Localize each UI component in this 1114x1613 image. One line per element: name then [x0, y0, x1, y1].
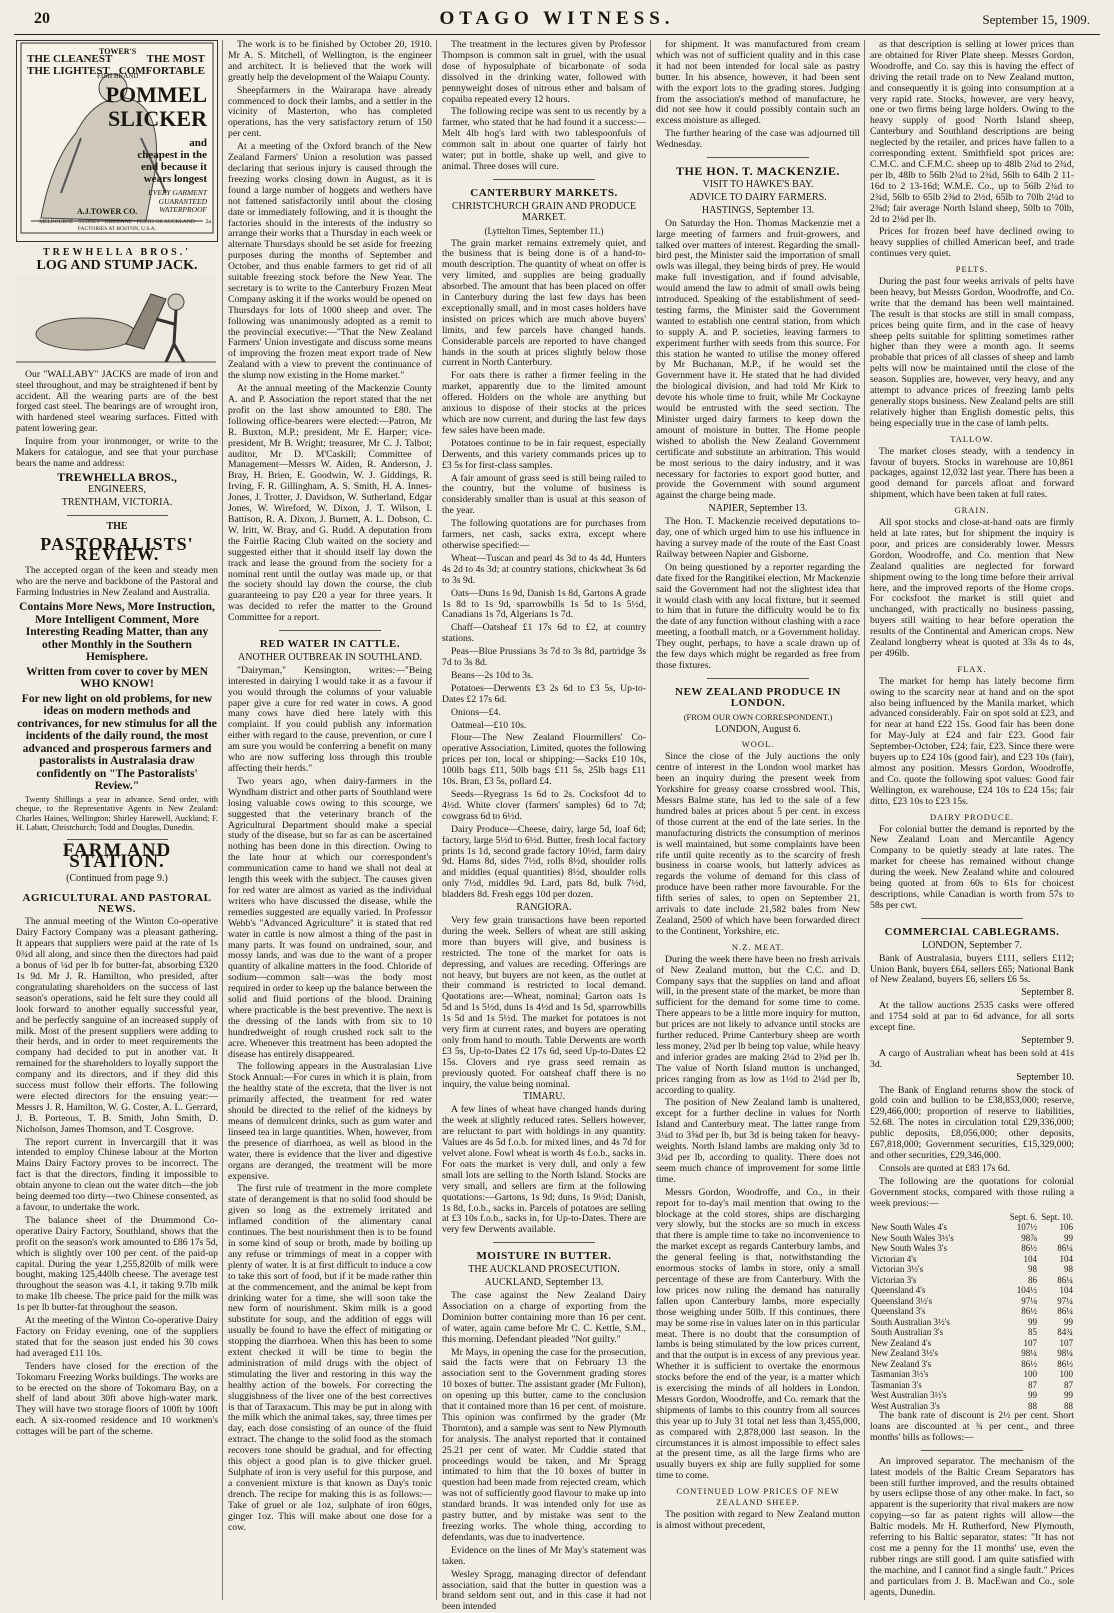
article-paragraph: The following appears in the Australasian Live Stock Annual:—For cures in which it is plain, from the healthy state of the excreta, that the liver is not primarily affected, the treatment for red water should be directed to the relief of the kidneys by means of demulcent drinks, such as gum water and linseed tea in large quantities. When, however, from the presence of diarrhoea, as well as blood in the water, there is evidence that the liver and digestive organs are deranged, the treatment will be more expensive.	[228, 1061, 432, 1182]
column-1	[16, 40, 218, 1600]
slicker-text-cheapest: cheapest in the	[137, 149, 207, 161]
cable-p1: Bank of Australasia, buyers £111, sellers £112; Union Bank, buyers £64, sellers £65; National Bank of New Zealand, buyers £6, sellers £6 5s.	[870, 952, 1074, 986]
table-row	[870, 1359, 1074, 1370]
table-row	[870, 1369, 1074, 1380]
column-5	[870, 40, 1074, 1600]
divider	[921, 1450, 1023, 1451]
stock-name-cell: Queensland 3½'s	[871, 1295, 933, 1306]
stock-price-cell: 85	[1028, 1327, 1037, 1338]
slicker-factory: FACTORIES AT BOSTON, U.S.A.	[77, 226, 157, 232]
column-rule	[650, 40, 651, 1600]
stock-name-cell: Victorian 3½'s	[871, 1264, 924, 1275]
stock-price-cell: 104	[1023, 1253, 1037, 1264]
article-paragraph: Dairy Produce—Cheese, dairy, large 5d, loaf 6d; factory, large 5½d to 6½d. Butter, fresh local factory prints 1s 1d, second grade factory 10½d, farm dairy 9d. Hams 8d, sides 7½d, rolls 8½d, shoulder rolls and middles (equal quantities) 8½d, shoulder rolls only 7½d, middles 9d. Lard, pats 8d, bulk 7½d, bladders 8d. Fresh eggs 10d per dozen.	[442, 823, 646, 901]
stock-name-cell: Queensland 4's	[871, 1285, 926, 1296]
divider	[921, 918, 1023, 919]
article-paragraph: The case against the New Zealand Dairy Association on a charge of exporting from the Dominion butter containing more than 16 per cent. of water, again came before Mr C. C. Kettle, S.M., this morning. Defendant pleaded "Not guilty."	[442, 1289, 646, 1345]
stock-price-cell: 98⅞	[1021, 1232, 1037, 1243]
slicker-name-pommel: POMMEL	[105, 82, 207, 107]
table-row	[870, 1296, 1074, 1307]
farm-station-title: FARM AND STATION.	[62, 839, 172, 872]
stock-price-cell: 99	[1028, 1390, 1037, 1401]
tallow-label: TALLOW.	[950, 433, 994, 444]
moisture-body	[442, 1291, 646, 1613]
article-paragraph: The report current in Invercargill that it was intended to employ Chinese labour at the Morton Mains Dairy Factory proves to be incorrect. The fact is that the directors, finding it impossible to obtain anyone to clean out the water ditch—the job being deemed too dirty—two Chinese consented, as a favour, to undertake the work.	[16, 1136, 218, 1213]
article-paragraph: On being questioned by a reporter regarding the date fixed for the Rangitikei election, Mr Mackenzie said the Government had not the slightest idea that it would clash with any local fixture, but it seemed to him that in future the difficulty would be to fix the date of any function without clashing with a race meeting, a football match, or a Government holiday. They ought, perhaps, to have a scale drawn up of the few days which might be regarded as free from those fixtures.	[656, 561, 860, 671]
stock-price-cell: 86¼	[1057, 1274, 1073, 1285]
article-paragraph: Potatoes—Derwents £3 2s 6d to £3 5s, Up-to-Dates £2 17s 6d.	[442, 682, 646, 705]
article-paragraph: The Hon. T. Mackenzie received deputations to-day, one of which urged him to use his influence in having a survey made of the route of the East Coast Railway between Napier and Gisborne.	[656, 516, 860, 560]
article-paragraph: The first rule of treatment in the more complete state of derangement is that no solid food should be given so long as the extremely irritated and inflamed condition of the alimentary canal continues. The best nourishment then is to be found in some kind of soup or broth, made by boiling up any refuse or trimmings of meat in a copper with plenty of water. It is at first difficult to induce a cow to take this sort of food, but if it be made rather thin at the commencement, and the animal be kept from drinking water for a time, she will soon take the new form of nourishment. Skim milk is a good substitute for soup, and the addition of eggs will usually be found to have the effect of mitigating or stopping the diarrhoea. When this has been to some extent checked it will be time to begin the administration of mild drugs with the object of stimulating the liver and restoring in this way the healthy action of the bowels. For correcting the sluggishness of the liver one of the best correctives is that of Taraxacum. This may be put in along with the milk which the animal takes, say, three times per day, each dose consisting of an ounce of the fluid extract. The change to the solid food as the stomach recovers tone should be gradual, and for effecting this object a good plan is to give thicker gruel. Sulphate of iron is very useful for this purpose, and a convenient mixture is that known as Day's tonic drench. The recipe for making this is as follows:—Take of gruel or ale 1oz, sulphate of iron 60grs, ginger 1oz. This will make about one dose for a cow.	[228, 1183, 432, 1533]
stock-price-cell: 106	[1059, 1222, 1073, 1233]
stock-price-cell: 100	[1059, 1369, 1073, 1380]
stock-price-cell: 99	[1064, 1316, 1073, 1327]
article-paragraph: At a meeting of the Oxford branch of the New Zealand Farmers' Union a resolution was passed declaring that serious injury is caused through the freezing works closing down in August, as it is found a large number of hoggets and wethers have not fattened satisfactorily until about the closing date or immediately following, and it is thought the factories should in the interests of the industry so arrange their works that a Thursday in each week or alternate Thursdays should be set aside for freezing purposes during the months of September and October, and thus enable farmers to get rid of all suitable freezing stock before the New Year. The secretary is to write to the Canterbury Frozen Meat Company asking it if the works would be opened on Thursdays for lots of 1000 sheep and over. The following was unanimously adopted as a remit to the provincial executive:—"That the New Zealand Farmers' Union investigate and discuss some means of improving the frozen meat export trade of New Zealand with a view to prevent the continuance of the slump now existing in the Home market."	[228, 141, 432, 382]
pastoralists-review-advert	[16, 522, 218, 833]
stock-price-cell: 98	[1064, 1264, 1073, 1275]
divider	[67, 515, 168, 516]
stock-price-cell: 86½	[1021, 1306, 1037, 1317]
farm-news-continued	[228, 40, 432, 624]
table-header-cell: Sept. 10.	[1041, 1211, 1073, 1222]
stock-name-cell: South Australian 3's	[871, 1327, 944, 1338]
table-row	[870, 1380, 1074, 1391]
table-row	[870, 1306, 1074, 1317]
masthead	[14, 6, 1100, 35]
review-p1: Contains More News, More Instruction, More Intelligent Comment, More Interesting Reading Matter, than any other Monthly in the Southern Hemisphere.	[19, 601, 215, 664]
grain-body: All spot stocks and close-at-hand oats are firmly held at late rates, but for shipment the inquiry is poor, and prices are considerably lower. Messrs Gordon, Woodroffe, and Co. mention that New Zealand qualities are neglected for forward shipment owing to the long time before their arrival here, and the improved reports of the Home crops. For cocksfoot the market is still quiet and unchanged, with practically no business passing, buyers still waiting to hear before operation the results of the Continental and American crops. New Zealand longberry wheat is quoted at 33s 4s to 4s, per 496lb.	[870, 517, 1074, 659]
low-prices-label: CONTINUED LOW PRICES OF NEW ZEALAND SHEEP.	[676, 1486, 840, 1508]
red-water-heading: RED WATER IN CATTLE.	[259, 638, 401, 651]
meat-body	[656, 955, 860, 1483]
pelts-body: During the past four weeks arrivals of pelts have been heavy, but Messrs Gordon, Woodroffe, and Co. write that the demand has been well maintained. The result is that stocks are still in small compass, prices being quite firm, and in the case of heavy sheep pelts suitable for splitting sometimes rather higher than they were a month ago. It seems probable that prices of all classes of sheep and lamb pelts will now be maintained until the close of the season. Supplies are, however, very heavy, and any attempt to advance prices of freezing lamb pelts generally stops business. New Zealand pelts are still relatively higher than English domestic pelts, this being especially true in the case of lamb pelts.	[870, 276, 1074, 429]
christchurch-subheading: CHRISTCHURCH GRAIN AND PRODUCE MARKET.	[451, 200, 637, 223]
article-paragraph: Chaff—Oatsheaf £1 17s 6d to £2, at country stations.	[442, 622, 646, 645]
mackenzie-sub1: VISIT TO HAWKE'S BAY.	[702, 178, 814, 190]
moisture-dateline: AUCKLAND, September 13.	[484, 1277, 604, 1289]
trewhella-advert	[16, 248, 218, 509]
stock-price-cell: 98	[1028, 1264, 1037, 1275]
stock-price-cell: 98¼	[1057, 1348, 1073, 1359]
stock-price-cell: 107	[1059, 1337, 1073, 1348]
stock-name-cell: New Zealand 4's	[871, 1337, 932, 1348]
stock-price-cell: 87	[1028, 1379, 1037, 1390]
stock-price-cell: 86½	[1057, 1358, 1073, 1369]
table-row	[870, 1243, 1074, 1254]
article-paragraph: The following recipe was sent to us recently by a farmer, who stated that he had found it a success:—Melt 4lb hog's lard with two tablespoonfuls of common salt in about one quarter of fairly hot water; put in bottle, shake up well, and give to animal. Three doses will cure.	[442, 106, 646, 172]
divider	[707, 157, 809, 158]
divider	[493, 179, 595, 180]
article-paragraph: "Dairyman," Kensington, writes:—"Being interested in dairying I would take it as a favour if you would through the columns of your valuable paper give a cure for red water in cows. A good many cows have died here lately with this complaint. If you could publish any information either with regard to the cause, prevention, or cure I am sure you would be conferring a benefit on many who are now suffering loss through this trouble affecting their herds."	[228, 664, 432, 774]
table-header-cell: Sept. 6.	[1009, 1211, 1037, 1222]
table-row	[870, 1285, 1074, 1296]
slicker-text-wears: wears longest	[143, 173, 207, 185]
article-paragraph: The position of New Zealand lamb is unaltered, except for a further decline in values for North Island and Canterbury meat. The latter range from 3¼d to 3⅝d per lb, but 3d is being taken for heavy-weights. North Island lambs are making only 3d to 3¼d per lb, according to quality. There does not seem much chance of improvement for some little time.	[656, 1097, 860, 1185]
canterbury-markets-heading: CANTERBURY MARKETS.	[470, 186, 618, 199]
divider	[707, 678, 809, 679]
stock-price-cell: 99	[1064, 1390, 1073, 1401]
cable-p6: The following are the quotations for colonial Government stocks, compared with those ruling a week previous:—	[870, 1175, 1074, 1209]
stock-price-cell: 88	[1064, 1400, 1073, 1411]
slicker-code: 2a	[205, 219, 211, 225]
hastings-dateline: HASTINGS, September 13.	[701, 204, 815, 216]
moisture-heading: MOISTURE IN BUTTER.	[476, 1250, 612, 1263]
nz-produce-dateline: LONDON, August 6.	[715, 723, 801, 735]
moisture-subheading: THE AUCKLAND PROSECUTION.	[468, 1264, 620, 1276]
rangiora-heading: RANGIORA.	[516, 902, 572, 914]
article-paragraph: The work is to be finished by October 20, 1910. Mr A. S. Mitchell, of Wellington, is the engineer and architect. It is believed that the work will greatly help the development of the Waiapu County.	[228, 39, 432, 83]
stock-price-cell: 107	[1023, 1337, 1037, 1348]
slicker-text-and: and	[189, 137, 207, 149]
moisture-continued	[656, 40, 860, 151]
slicker-guarantee: EVERY GARMENT GUARANTEED WATERPROOF	[148, 188, 207, 214]
cablegrams-heading: COMMERCIAL CABLEGRAMS.	[884, 925, 1060, 938]
stock-name-cell: Victorian 4's	[871, 1253, 917, 1264]
article-paragraph: Seeds—Ryegrass 1s 6d to 2s. Cocksfoot 4d to 4½d. White clover (farmers' samples) 6d to 7d; cowgrass 6d to 6½d.	[442, 789, 646, 822]
trewhella-enquire: Inquire from your ironmonger, or write to the Makers for catalogue, and see that your purchase bears the name and address:	[16, 436, 218, 469]
table-row	[870, 1233, 1074, 1244]
trewhella-place: TRENTHAM, VICTORIA.	[61, 496, 173, 508]
slicker-text-end: end because it	[141, 161, 207, 173]
red-water-continued	[442, 40, 646, 173]
stock-name-cell: New South Wales 3½'s	[871, 1232, 954, 1243]
trewhella-name: TREWHELLA BROS.,	[57, 469, 177, 484]
stock-price-cell: 99	[1064, 1232, 1073, 1243]
article-paragraph: for shipment. It was manufactured from cream which was not of sufficient quality and in this case it had not been intended for local sale as pastry butter. In his absence, however, it had been sent with the export lots to the grading stores. Judging from the association's method of manufacture, he did not see how it could possibly contain such an excess moisture as alleged.	[656, 39, 860, 127]
hastings-body: On Saturday the Hon. Thomas Mackenzie met a large meeting of farmers and fruit-growers, and talked over matters of interest. Regarding the small-bird pest, the Minister said the importation of small owls was illegal, they being birds of prey. He would make full investigation, and if found advisable, would amend the law to admit of small owls being introduced. Speaking of the establishment of seed-testing farms, the Minister said the Government wanted to establish one central station, from which to supply A. and P. societies, leaving farmers to experiment further with seeds from this source. For this station he wanted to utilise the money offered by Mr Buchanan, M.P., if he would set the Government have it. He stated that he had divided the biological division, and had told Mr Kirk to devote his whole time to fruit, while Mr Cockayne would be entrusted with the seed section. The Minister urged dairy farmers to keep down the amount of moisture in butter. The Home people wished to abolish the New Zealand Government certificate and substitute an arbitration. This would be most serious to the dairy industry, and it was necessary for factories to export good butter, and provide the Government with sound argument against the charge being made.	[656, 217, 860, 502]
col4-tail: The position with regard to New Zealand mutton is almost without precedent,	[656, 1509, 860, 1531]
article-paragraph: The balance sheet of the Drummond Co-operative Dairy Factory, Southland, shows that the profit on the season's work amounted to £86 17s 5d, which is slightly over 100 per cent. of the paid-up capital. During the year 1,255,820lb of milk were bought, making 125,440lb cheese. The average test throughout the season was 4.1, it taking 9.7lb milk to make 1lb cheese. The price paid for the milk was 1s per lb butter-fat throughout the season.	[16, 1214, 218, 1314]
divider	[279, 630, 381, 631]
trewhella-role: ENGINEERS,	[87, 483, 147, 495]
newspaper-title: OTAGO WITNESS.	[439, 8, 675, 29]
article-paragraph: Onions—£4.	[451, 706, 501, 718]
article-paragraph: The treatment in the lectures given by Professor Thompson is common salt in gruel, with the usual dose of hyposulphate of bicarbonate of soda dissolved in the drinking water, followed with pennyweight doses of nitrous ether and balsam of copaiba repeated every 12 hours.	[442, 39, 646, 105]
stock-name-cell: Tasmanian 3's	[871, 1379, 922, 1390]
flax-body: The market for hemp has lately become firm owing to the scarcity near at hand and on the spot also being influenced by the Manila market, which advanced considerably. Fair on spot sold at £23, and for near at hand £22 15s. Good fair has been done for May-July at £24 and fair £23. Good fair September-October, £24; fair, £23. Since there were buyers up to £24 10s (good fair), and £23 10s (fair), almost any position. Messrs Gordon, Woodroffe, and Co. quote the following spot values: Good fair Wellington, ex warehouse, £24 10s to £24 15s; fair ditto, £23 10s to £23 15s.	[870, 675, 1074, 807]
grain-label: GRAIN.	[954, 505, 990, 516]
napier-body	[656, 517, 860, 672]
trewhella-product: LOG AND STUMP JACK.	[36, 257, 198, 273]
slicker-tagline-comfortable: COMFORTABLE	[118, 65, 205, 77]
timaru-body: A few lines of wheat have changed hands during the week at slightly reduced rates. Sellers however, are reluctant to part with holdings in any quantity. Values are 4s 5d f.o.b. for mixed lines, and 4s 7d for velvet alone. Fowl wheat is worth 4s f.o.b., sacks in. For oats the market is very dull, and only a few small lots are selling to the North Island. Stocks are very small, and sellers are firm at the following quotations:—Gartons, 1s 9d; duns, 1s 9½d; Danish, 1s 8d, f.o.b., sacks in. Parcels of potatoes are selling at £3 10s f.o.b., sacks in, for Up-to-Dates. There are very few Derwents available.	[442, 1104, 646, 1236]
red-water-body	[228, 666, 432, 1534]
stock-name-cell: New Zealand 3½'s	[871, 1348, 938, 1359]
timaru-heading: TIMARU.	[523, 1091, 565, 1103]
stock-price-cell: 86½	[1021, 1358, 1037, 1369]
pelts-label: PELTS.	[955, 264, 989, 275]
article-paragraph: Tenders have closed for the erection of the Tokomaru Freezing Works buildings. The works are to be erected on the shore of Tokomaru Bay, on a shelf of land about 30ft above high-water mark. They will have two storage floors of 100ft by 100ft each. A six-roomed residence and 10 workmen's cottages will be part of the scheme.	[16, 1360, 218, 1438]
stock-price-cell: 104	[1059, 1253, 1073, 1264]
log-jack-illustration	[16, 274, 216, 366]
column-rule	[864, 40, 865, 1600]
article-paragraph: Potatoes continue to be in fair request, especially Derwents, and this variety commands prices up to £3 5s for first-class samples.	[442, 437, 646, 471]
table-row	[870, 1338, 1074, 1349]
cable-p7: The bank rate of discount is 2½ per cent. Short loans are discounted at ¾ per cent., and three months' bills as follows:—	[870, 1410, 1074, 1443]
article-paragraph: Peas—Blue Prussians 3s 7d to 3s 8d, partridge 3s 7d to 3s 8d.	[442, 646, 646, 669]
pommel-slicker-advert	[16, 40, 218, 242]
stock-name-cell: West Australian 3's	[871, 1400, 940, 1411]
column-rule	[222, 40, 223, 1600]
stock-price-cell: 104	[1059, 1285, 1073, 1296]
farm-continued: (Continued from page 9.)	[66, 872, 168, 884]
stock-name-cell: Victorian 3's	[871, 1274, 917, 1285]
article-paragraph: Two years ago, when dairy-farmers in the Wyndham district and other parts of Southland were losing valuable cows owing to this scourge, we suggested that the veterinary branch of the Agricultural Department should make a special study of the disease, but so far as can be ascertained nothing has been done in this direction. Owing to the late hour at which our correspondent's communication came to hand we shall not deal at length this week with the subject. The causes given for red water are almost as varied as the individual writers who have discussed the disease, while the remedies suggested are equally varied. In Professor Webb's "Advanced Agriculture" it is stated that red water in cattle is now almost a thing of the past in many parts. It was found on undrained, sour, and mossy lands, and was due to the want of a proper quantity of alkaline matters in the food. Chloride of sodium—common salt—was the body most required in order to keep up the balance between the solid and fluid portions of the blood. Draining where practicable is the best preventive. The next is the dressing of the lands with from six to 10 hundredweight of rough crushed rock salt to the acre. Whenever this treatment has been adopted the disease has entirely disappeared.	[228, 775, 432, 1060]
article-paragraph: The further hearing of the case was adjourned till Wednesday.	[656, 128, 860, 151]
slicker-tagline-cleanest: THE CLEANEST	[27, 53, 113, 65]
review-p2: Written from cover to cover by MEN WHO KNOW!	[26, 665, 208, 691]
dairy-label: DAIRY PRODUCE.	[929, 811, 1015, 822]
table-row	[870, 1275, 1074, 1286]
table-row	[870, 1327, 1074, 1338]
stock-price-cell: 97¼	[1057, 1295, 1073, 1306]
review-title: PASTORALISTS' REVIEW.	[40, 533, 194, 565]
article-paragraph: The grain market remains extremely quiet, and the business that is being done is of a hand-to-mouth description. The quantity of wheat on offer is very limited, and supplies are being gradually absorbed. The amount that has been placed on offer in Canterbury during the last few days has been exceptionally small, and in most cases holders have insisted on prices which are much above buyers' limits, and few parcels have changed hands. Considerable parcels are reported to have changed hands in the south at prices slightly below those current in North Canterbury.	[442, 237, 646, 369]
stock-price-cell: 107½	[1016, 1222, 1037, 1233]
napier-dateline: NAPIER, September 13.	[708, 503, 808, 515]
stock-name-cell: New South Wales 4's	[871, 1222, 947, 1233]
article-paragraph: Sheepfarmers in the Wairarapa have already commenced to dock their lambs, and a settler in the vicinity of Masterton, who has completed operations, has the very satisfactory return of 150 per cent.	[228, 84, 432, 140]
meat-label: N.Z. MEAT.	[731, 941, 785, 952]
stock-price-cell: 86¼	[1057, 1243, 1073, 1254]
column-4	[656, 40, 860, 1600]
red-water-subheading: ANOTHER OUTBREAK IN SOUTHLAND.	[238, 651, 422, 663]
cable-dateline-4: September 10.	[1016, 1071, 1074, 1083]
cable-dateline-1: LONDON, September 7.	[922, 939, 1022, 951]
table-row	[870, 1390, 1074, 1401]
stock-price-cell: 86	[1028, 1274, 1037, 1285]
review-fine-print: Twenty Shillings a year in advance. Send order, with cheque, to the Representative Agents in New Zealand: Charles Haines, Wellington; Shirley Harewell, Auckland; F. H. Labatt, Christchurch; Todd and Douglas, Dunedin.	[16, 794, 218, 833]
slicker-cities: MELBOURNE • SYDNEY • BRISBANE • PERTH OR AUCKLAND	[39, 219, 195, 225]
mutton-continued	[870, 40, 1074, 260]
stock-price-cell: 100	[1023, 1369, 1037, 1380]
article-paragraph: Flour—The New Zealand Flourmillers' Co-operative Association, Limited, quotes the following prices per ton, local or shipping:—Sacks £10 10s, 100lb bags £11, 50lb bags £11 5s, 25lb bags £11 10s. Bran, £3 5s, pollard £4.	[442, 732, 646, 788]
stocks-table-header	[870, 1212, 1074, 1223]
article-paragraph: The annual meeting of the Winton Co-operative Dairy Factory Company was a pleasant gathering. It appears that suppliers were paid at the rate of 1s 0¾d all along, and since then the directors had paid a bonus of ¼d per lb for butter-fat, absorbing £320 1s 9d. Mr J. R. Hamilton, who presided, after congratulating shareholders on the success of last season's operations, said he felt sure they could all look forward to another equally successful year, and be perfectly sanguine of an increased supply of milk. Most of the present suppliers were adding to their herds, and in order to meet requirements the company had decided to put in another vat. It remained for the shareholders to loyally support the company and its directors, and if they did this success must follow their efforts. The following were elected directors for the ensuing year:—Messrs J. R. Hamilton, W. G. Coster, A. L. Gerrard, J. B. Porteous, T. B. Smith, John Smith, D. Nicholson, James Thomson, and T. Cosgrove.	[16, 916, 218, 1135]
stock-name-cell: West Australian 3½'s	[871, 1390, 947, 1401]
article-paragraph: Mr Mays, in opening the case for the prosecution, said the facts were that on February 13 the association sent to the Government grading stores 10 boxes of butter. The assistant grader (Mr Fulton), on opening up this butter, came to the conclusion that it contained more than 16 per cent. of moisture. This opinion was confirmed by the grader (Mr Thornton), and a sample was sent to New Plymouth for analysis. The analyst reported that it contained 25.21 per cent of water. Mr Cuddie stated that proceedings would be taken, and Mr Spragg intimated to him that the 10 boxes of butter in question had been made from rejected cream, which was not of sufficiently good flavour to make up into standard brands. It was intended only for use as pastry butter, and by mistake was sent to the freezing works. The whole thing, according to defendants, was due to inadvertence.	[442, 1346, 646, 1543]
slicker-tagline-lightest: THE LIGHTEST	[27, 65, 110, 77]
stock-price-cell: 86¼	[1057, 1306, 1073, 1317]
article-paragraph: During the week there have been no fresh arrivals of New Zealand mutton, but the C.C. and D. Company says that the supplies on land and afloat will, in the present state of the market, be more than sufficient for the demand for some time to come. There appears to be a little more inquiry for mutton, but prices are not likely to advance until stocks are further reduced. Prime Canterbury sheep are worth less money, 2¾d per lb being top value, while heavy and inferior grades are making 2¼d to 2⅜d per lb. The value of North Island mutton is unchanged, prices ranging from as low as 1½d to 2¼d per lb, according to quality.	[656, 953, 860, 1096]
column-2	[228, 40, 432, 1600]
cable-p5: Consols are quoted at £83 17s 6d.	[879, 1162, 1011, 1174]
flax-label: FLAX.	[957, 663, 987, 674]
stock-name-cell: Tasmanian 3½'s	[871, 1369, 929, 1380]
article-paragraph: At the annual meeting of the Mackenzie County A. and P. Association the report stated that the net profit on the last show amounted to £80. The following office-bearers were elected:—Patron, Mr R. Buxton, M.P.; president, Mr E. Harper; vice-president, Mr B. Wright; treasurer, Mr C. J. Talbot; auditor, Mr D. M'Caskill; Committee of Management—Messrs W. Aiden, R. Anderson, J. Bray, H. Brien, E. Goodwin, W. J. Giddings, R. Irving, F. R. Gillingham, A. S. Smith, H. A. Innes-Jones, J. Trotter, J. Davidson, W. Sutherland, Edgar Jones, W. Wireford, W. Dixon, J. T. Wilson, I. Battison, R. A. Dixon, J. Burnett, A. L. Dobson, C. W. Iritt, W. Bray, and G. Rudd. A deputation from the Fairlie Racing Club waited on the society and suggested either that it should itself lay down the track and lease the ground from the society for a nominal rent until the outlay was made up, or that the society should lay down the course, the club guaranteeing to pay £20 a year for three years. It was decided to refer the matter to the Ground Committee for a report.	[228, 383, 432, 624]
column-3	[442, 39, 646, 1613]
article-paragraph: Beans—2s 10d to 3s.	[451, 669, 534, 681]
divider	[493, 1242, 595, 1243]
stock-price-cell: 84¾	[1057, 1327, 1073, 1338]
article-paragraph: Oats—Duns 1s 9d, Danish 1s 8d, Gartons A grade 1s 8d to 1s 9d, sparrowbills 1s 5d to 1s 5½d, Canadians 1s 7d, Algerians 1s 7d.	[442, 587, 646, 621]
issue-date: September 15, 1909.	[982, 12, 1090, 27]
table-row	[870, 1254, 1074, 1265]
article-paragraph: The following quotations are for purchases from farmers, net cash, sacks extra, except where otherwise specified:—	[442, 518, 646, 551]
cable-p2: At the tallow auctions 2535 casks were offered and 1754 sold at par to 6d advance, for all sorts except fine.	[870, 1000, 1074, 1034]
mackenzie-sub2: ADVICE TO DAIRY FARMERS.	[689, 191, 827, 203]
stock-name-cell: Queensland 3's	[871, 1306, 926, 1317]
wool-label: WOOL.	[741, 739, 775, 750]
page-number: 20	[34, 10, 50, 27]
stocks-table	[870, 1212, 1074, 1412]
article-paragraph: as that description is selling at lower prices than are obtained for River Plate sheep. Messrs Gordon, Woodroffe, and Co. say this is having the effect of driving the retail trade on to New Zealand mutton, and consequently it is going into consumption at a very rapid rate. Stocks, however, are very heavy, one or two firms being large holders. Owing to the heavy supply of good North Island sheep, Canterbury and Southland descriptions are being neglected by the retailer, and prices have fallen to a corresponding extent. Smithfield spot prices are: C.M.C. and C.F.M.C. sheep up to 48lb 2¾d to 2¾d, per lb, 48lb to 56lb 2¾d to 2¾d, 56lb to 64lb 2 11-16d to 2 13-16d; W.M.E. Co., up to 56lb 2¾d to 2¾d, 56lb to 65lb 2⅜d to 2½d, 65lb to 70lb 2¼d to 2⅜d; fair average North Island sheep, 50lb to 70lb, 2d to 2⅛d per lb.	[870, 39, 1074, 225]
article-paragraph: For oats there is rather a firmer feeling in the market, apparently due to the limited amount offered. Holders on the whole are anything but anxious to dispose of their stocks at the prices which are now current, and during the last few days few sales have been made.	[442, 370, 646, 436]
stock-price-cell: 88	[1028, 1400, 1037, 1411]
stock-price-cell: 104½	[1016, 1285, 1037, 1296]
review-intro: The accepted organ of the keen and steady men who are the nerve and backbone of the Pastoral and Farming Industries in New Zealand and Australia.	[16, 565, 218, 599]
stock-price-cell: 98¼	[1021, 1348, 1037, 1359]
article-paragraph: Prices for frozen beef have declined owing to heavy supplies of chilled American beef, and trade continues very quiet.	[870, 226, 1074, 260]
table-row	[870, 1348, 1074, 1359]
slicker-brand: TOWER'S	[99, 47, 137, 56]
article-paragraph: Messrs Gordon, Woodroffe, and Co., in their report for to-day's mail mention that owing to the blockage at the cold stores, ships are discharging very slowly, but the stocks are so much in excess that there is ample time to take no inconvenience to the market except as regards Canterbury lambs, and the general feeling is that, notwithstanding the enormous stocks of lambs in store, only a small percentage of these are from Canterbury. With the low prices now ruling the demand has naturally fallen upon Canterbury lambs, more especially those weighing under 50lb. If this continues, there may be some rise in values later on in this particular meat. There is no doubt that the consumption of lambs is being stimulated by the low prices current, and that the output is in excess of any previous year. Whether it is sufficient to overtake the enormous stocks before the end of the year, is a matter which is exercising the minds of all holders in London. Messrs Gordon, Woodroffe, and Co. remark that the shipments of lambs to this country from all sources this year up to July 31 total net less than 3,455,000, as compared with 2,878,000 last season. In the circumstances it is almost impossible to effect sales at the present time, as all the large firms who are usually buyers ex ship are fully supplied for some time to come.	[656, 1186, 860, 1482]
lyttelton-source: (Lyttelton Times, September 11.)	[484, 225, 604, 236]
slicker-maker: A.J.TOWER CO.	[77, 207, 138, 216]
dairy-body: For colonial butter the demand is reported by the New Zealand Loan and Mercantile Agency Company to be quietly steady at late rates. The market for cheese has remained without change during the week. New Zealand white and coloured being quoted at from 60s to 61s for choicest descriptions, while Canadian is worth from 57s to 58s per cwt.	[870, 823, 1074, 911]
article-paragraph: Wheat—Tuscan and pearl 4s 3d to 4s 4d, Hunters 4s 2d to 4s 3d; at country stations, chickwheat 3s 6d to 3s 9d.	[442, 552, 646, 586]
trewhella-body: Our "WALLABY" JACKS are made of iron and steel throughout, and may be straightened if bent by accident. All the wearing parts are of the best forged cast steel. The bearings are of wrought iron, with hardened steel wearing surfaces. Fitted with patent lowering gear.	[16, 368, 218, 435]
nz-produce-heading: NEW ZEALAND PRODUCE IN LONDON.	[675, 685, 841, 709]
agri-news-heading: AGRICULTURAL AND PASTORAL NEWS.	[22, 891, 212, 915]
table-header-cell	[870, 1212, 1002, 1223]
slicker-tagline-most: THE MOST	[146, 53, 205, 65]
cable-p4: The Bank of England returns show the stock of gold coin and bullion to be £38,853,000; reserve, £29,466,000; proportion of reserve to liabilities, 52.68. The notes in circulation total £29,336,000; public deposits, £8,056,000; other deposits, £67,818,000; Government securities, £15,329,000; and other securities, £29,346,000.	[870, 1084, 1074, 1161]
cable-dateline-3: September 9.	[1021, 1034, 1074, 1046]
stock-name-cell: New South Wales 3's	[871, 1243, 947, 1254]
article-paragraph: Evidence on the lines of Mr May's statement was taken.	[442, 1544, 646, 1567]
wool-body: Since the close of the July auctions the only centre of interest in the London wool market has been an inquiry during the present week from Yorkshire for greasy coarse crossbred wool. This, Messrs Balme state, has led to the sale of a few hundred bales at prices about 5 per cent. in excess of those current at the end of the late series. In the manufacturing districts the consumption of merinos is well maintained, but some complaints have been rife until quite recently as to the scarcity of fresh business in coarse wools, but latterly advices as regards the volume of demand for this class of produce have been rather more favourable. For the fifth series of sales, to open on September 21, arrivals to date include 21,582 bales from New Zealand, 2500 of which have been forwarded direct to the Continent, Yorkshire, etc.	[656, 751, 860, 937]
table-row	[870, 1222, 1074, 1233]
rangiora-body: Very few grain transactions have been reported during the week. Sellers of wheat are still asking more than buyers will give, and business is restricted. The tone of the market for oats is depressing, and values are receding. Offerings are not heavy, but buyers are not keen, as the outlet at their command is restricted to local demand. Quotations are:—Wheat, nominal; Garton oats 1s 5d and 1s 5½d, duns 1s 4½d and 1s 5d, sparrowbills 1s 5d and 1s 5½d. The market for potatoes is not very firm at current rates, and buyers are operating only from hand to mouth. Table Derwents are worth £3 5s, Up-to-Dates £2 17s 6d, seed Up-to-Dates £2 15s. Clovers and rye grass seed remain as previously quoted. For oatsheaf chaff there is no inquiry, the value being nominal.	[442, 914, 646, 1090]
slicker-name-slicker: SLICKER	[107, 106, 207, 131]
table-row	[870, 1317, 1074, 1328]
mackenzie-heading: THE HON. T. MACKENZIE.	[676, 164, 840, 179]
slicker-fish-brand: FISH BRAND	[97, 72, 139, 80]
article-paragraph: At the meeting of the Winton Co-operative Dairy Factory on Friday evening, one of the suppliers stated that for the season just ended his 30 cows had averaged £11 10s.	[16, 1315, 218, 1359]
review-p3: For new light on old problems, for new ideas on modern methods and contrivances, for new stimulus for all the incidents of the daily round, the most advanced and prosperous farmers and pastoralists in Australasia draw confidently on "The Pastoralists' Review."	[17, 692, 217, 793]
trewhella-firm: TREWHELLA BROS.'	[42, 247, 192, 258]
article-paragraph: A fair amount of grass seed is still being railed to the country, but the volume of business is considerably smaller than is usual at this season of the year.	[442, 472, 646, 517]
nz-produce-from: (FROM OUR OWN CORRESPONDENT.)	[683, 711, 833, 722]
separator-advert: An improved separator. The mechanism of the latest models of the Baltic Cream Separators has been still further improved, and the results obtained by users eclipse those of any other make. In fact, so apparent is the superiority that rival makers are now copying—so far as patent rights will allow—the Baltic models. Mr H. Rutherford, New Plymouth, referring to his Baltic separator, states: "It has not cost me a penny for the 11 months' use, even the rubber rings are still good. I am quite satisfied with the machine, and I cannot find a single fault." Prices and particulars from J. B. MacEwan and Co., sole agents, Dunedin.	[870, 1455, 1074, 1598]
stock-price-cell: 97⅛	[1021, 1295, 1037, 1306]
stock-price-cell: 86½	[1021, 1243, 1037, 1254]
tallow-body: The market closes steady, with a tendency in favour of buyers. Stocks in warehouse are 10,861 packages, against 12,032 last year. There has been a good demand for parcels afloat and forward shipment, which have been taken at full rates.	[870, 445, 1074, 501]
column-rule	[436, 40, 437, 1600]
article-paragraph: Wesley Spragg, managing director of defendant association, said that the butter in question was a brand seldom sent out, and in this case it had not been intended	[442, 1568, 646, 1613]
agri-news-body	[16, 917, 218, 1438]
stock-name-cell: South Australian 3½'s	[871, 1316, 950, 1327]
cable-p3: A cargo of Australian wheat has been sold at 41s 3d.	[870, 1047, 1074, 1070]
article-paragraph: Oatmeal—£10 10s.	[451, 719, 527, 731]
stock-name-cell: New Zealand 3's	[871, 1358, 932, 1369]
cable-dateline-2: September 8.	[1021, 987, 1074, 999]
stock-price-cell: 87	[1064, 1379, 1073, 1390]
stock-price-cell: 99	[1028, 1316, 1037, 1327]
review-the: THE	[106, 520, 128, 532]
table-row	[870, 1264, 1074, 1275]
christchurch-body	[442, 239, 646, 902]
